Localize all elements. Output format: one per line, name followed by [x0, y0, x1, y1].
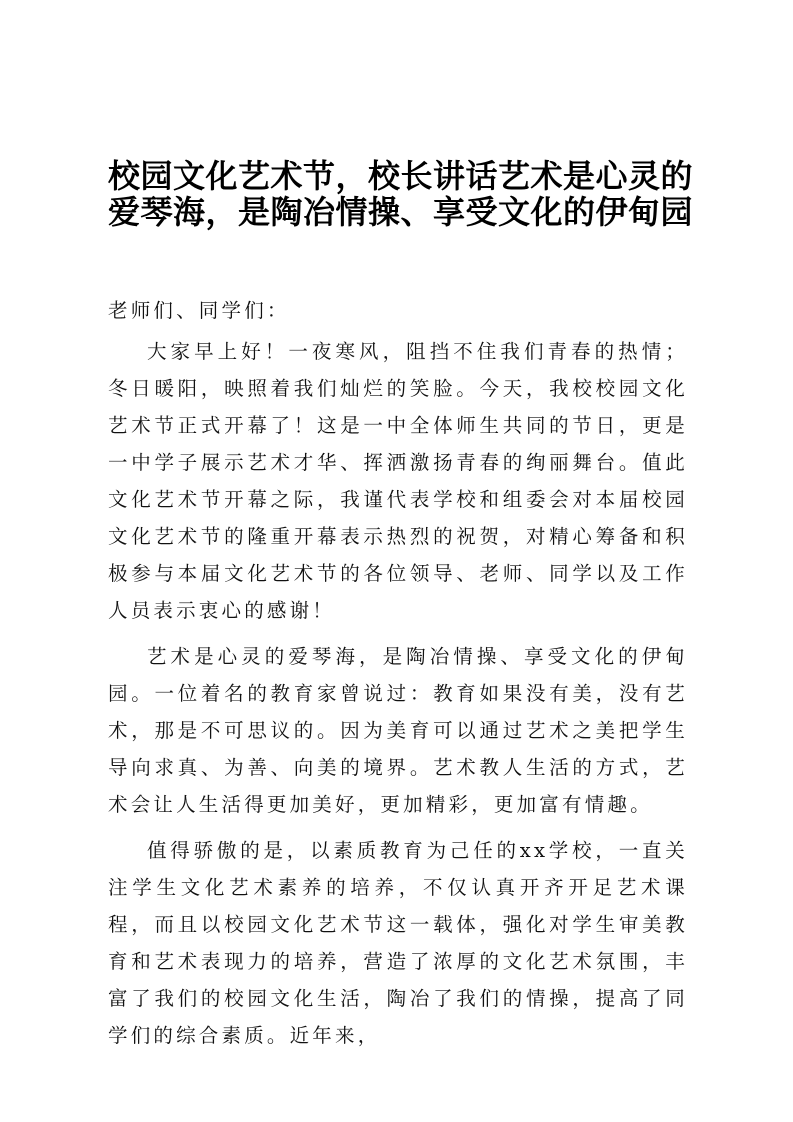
paragraph-3: 值得骄傲的是，以素质教育为己任的xx学校，一直关注学生文化艺术素养的培养，不仅认真开齐开足艺术课程，而且以校园文化艺术节这一载体，强化对学生审美教育和艺术表现力的培养，营造了浓厚的文化艺术氛围，丰富了我们的校园文化生活，陶冶了我们的情操，提高了同学们的综合素质。近年来， [108, 839, 688, 1047]
salutation: 老师们、同学们： [108, 299, 290, 322]
title-line-2: 爱琴海，是陶冶情操、享受文化的伊甸园 [108, 193, 694, 231]
document-body [108, 292, 688, 1063]
paragraph-2: 艺术是心灵的爱琴海，是陶冶情操、享受文化的伊甸园。一位着名的教育家曾说过：教育如果没有美，没有艺术，那是不可思议的。因为美育可以通过艺术之美把学生导向求真、为善、向美的境界。艺术教人生活的方式，艺术会让人生活得更加美好，更加精彩，更加富有情趣。 [108, 645, 688, 816]
paragraph-1: 大家早上好！一夜寒风，阻挡不住我们青春的热情；冬日暖阳，映照着我们灿烂的笑脸。今天，我校校园文化艺术节正式开幕了！这是一中全体师生共同的节日，更是一中学子展示艺术才华、挥洒激扬青春的绚丽舞台。值此文化艺术节开幕之际，我谨代表学校和组委会对本届校园文化艺术节的隆重开幕表示热烈的祝贺，对精心筹备和积极参与本届文化艺术节的各位领导、老师、同学以及工作人员表示衷心的感谢！ [108, 340, 688, 622]
document-title [108, 158, 698, 230]
title-line-1: 校园文化艺术节，校长讲话艺术是心灵的 [108, 157, 694, 195]
